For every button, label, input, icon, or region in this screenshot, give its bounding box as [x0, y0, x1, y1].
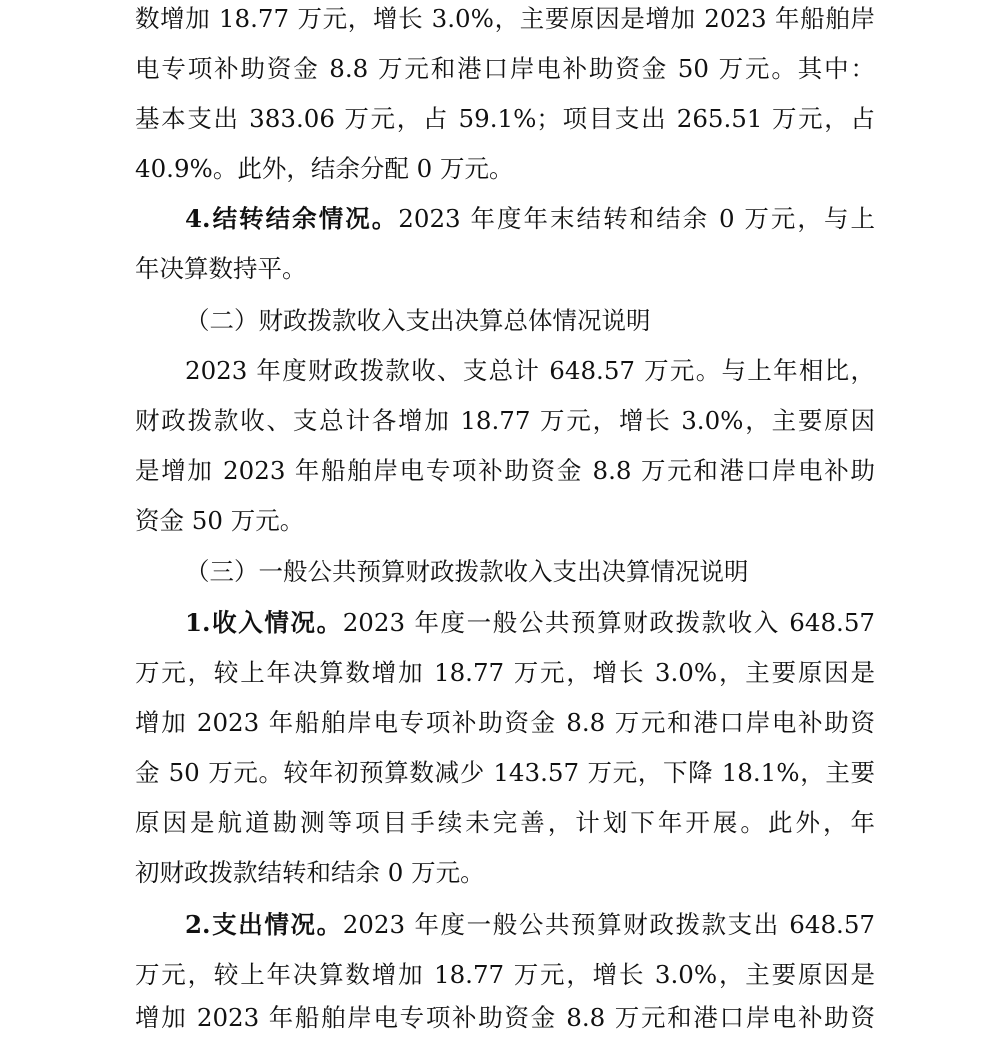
text-line: 资金 50 万元。: [135, 506, 305, 535]
text-run: 2023 年度一般公共预算财政拨款支出 648.57: [342, 910, 875, 939]
text-line: 40.9%。此外，结余分配 0 万元。: [135, 154, 514, 183]
text-line: 金 50 万元。较年初预算数减少 143.57 万元，下降 18.1%，主要: [135, 758, 875, 787]
section-heading: 4.结转结余情况。: [185, 204, 399, 233]
text-line: 万元，较上年决算数增加 18.77 万元，增长 3.0%，主要原因是: [135, 658, 875, 687]
text-run: 2023 年度年末结转和结余 0 万元，与上: [398, 204, 875, 233]
text-line: 增加 2023 年船舶岸电专项补助资金 8.8 万元和港口岸电补助资: [135, 708, 875, 737]
paragraph-first-line: [185, 900, 875, 950]
paragraph-first-line: [185, 598, 875, 648]
subsection-heading: （二）财政拨款收入支出决算总体情况说明: [185, 306, 651, 335]
text-line: 年决算数持平。: [135, 254, 307, 283]
text-line: 初财政拨款结转和结余 0 万元。: [135, 858, 485, 887]
text-line: 2023 年度财政拨款收、支总计 648.57 万元。与上年相比，: [185, 356, 875, 385]
text-line: 数增加 18.77 万元，增长 3.0%，主要原因是增加 2023 年船舶岸: [135, 4, 875, 33]
text-line: 基本支出 383.06 万元，占 59.1%；项目支出 265.51 万元，占: [135, 104, 875, 133]
text-line: 增加 2023 年船舶岸电专项补助资金 8.8 万元和港口岸电补助资: [135, 1003, 875, 1032]
text-line: 电专项补助资金 8.8 万元和港口岸电补助资金 50 万元。其中：: [135, 54, 875, 83]
section-heading: 1.收入情况。: [185, 608, 343, 637]
paragraph-first-line: [185, 194, 875, 244]
subsection-heading: （三）一般公共预算财政拨款收入支出决算情况说明: [185, 557, 749, 586]
text-line: 是增加 2023 年船舶岸电专项补助资金 8.8 万元和港口岸电补助: [135, 456, 875, 485]
section-heading: 2.支出情况。: [185, 910, 343, 939]
text-line: 万元，较上年决算数增加 18.77 万元，增长 3.0%，主要原因是: [135, 960, 875, 989]
text-run: 2023 年度一般公共预算财政拨款收入 648.57: [342, 608, 875, 637]
text-line: 财政拨款收、支总计各增加 18.77 万元，增长 3.0%，主要原因: [135, 406, 875, 435]
text-line: 原因是航道勘测等项目手续未完善，计划下年开展。此外，年: [135, 808, 875, 837]
